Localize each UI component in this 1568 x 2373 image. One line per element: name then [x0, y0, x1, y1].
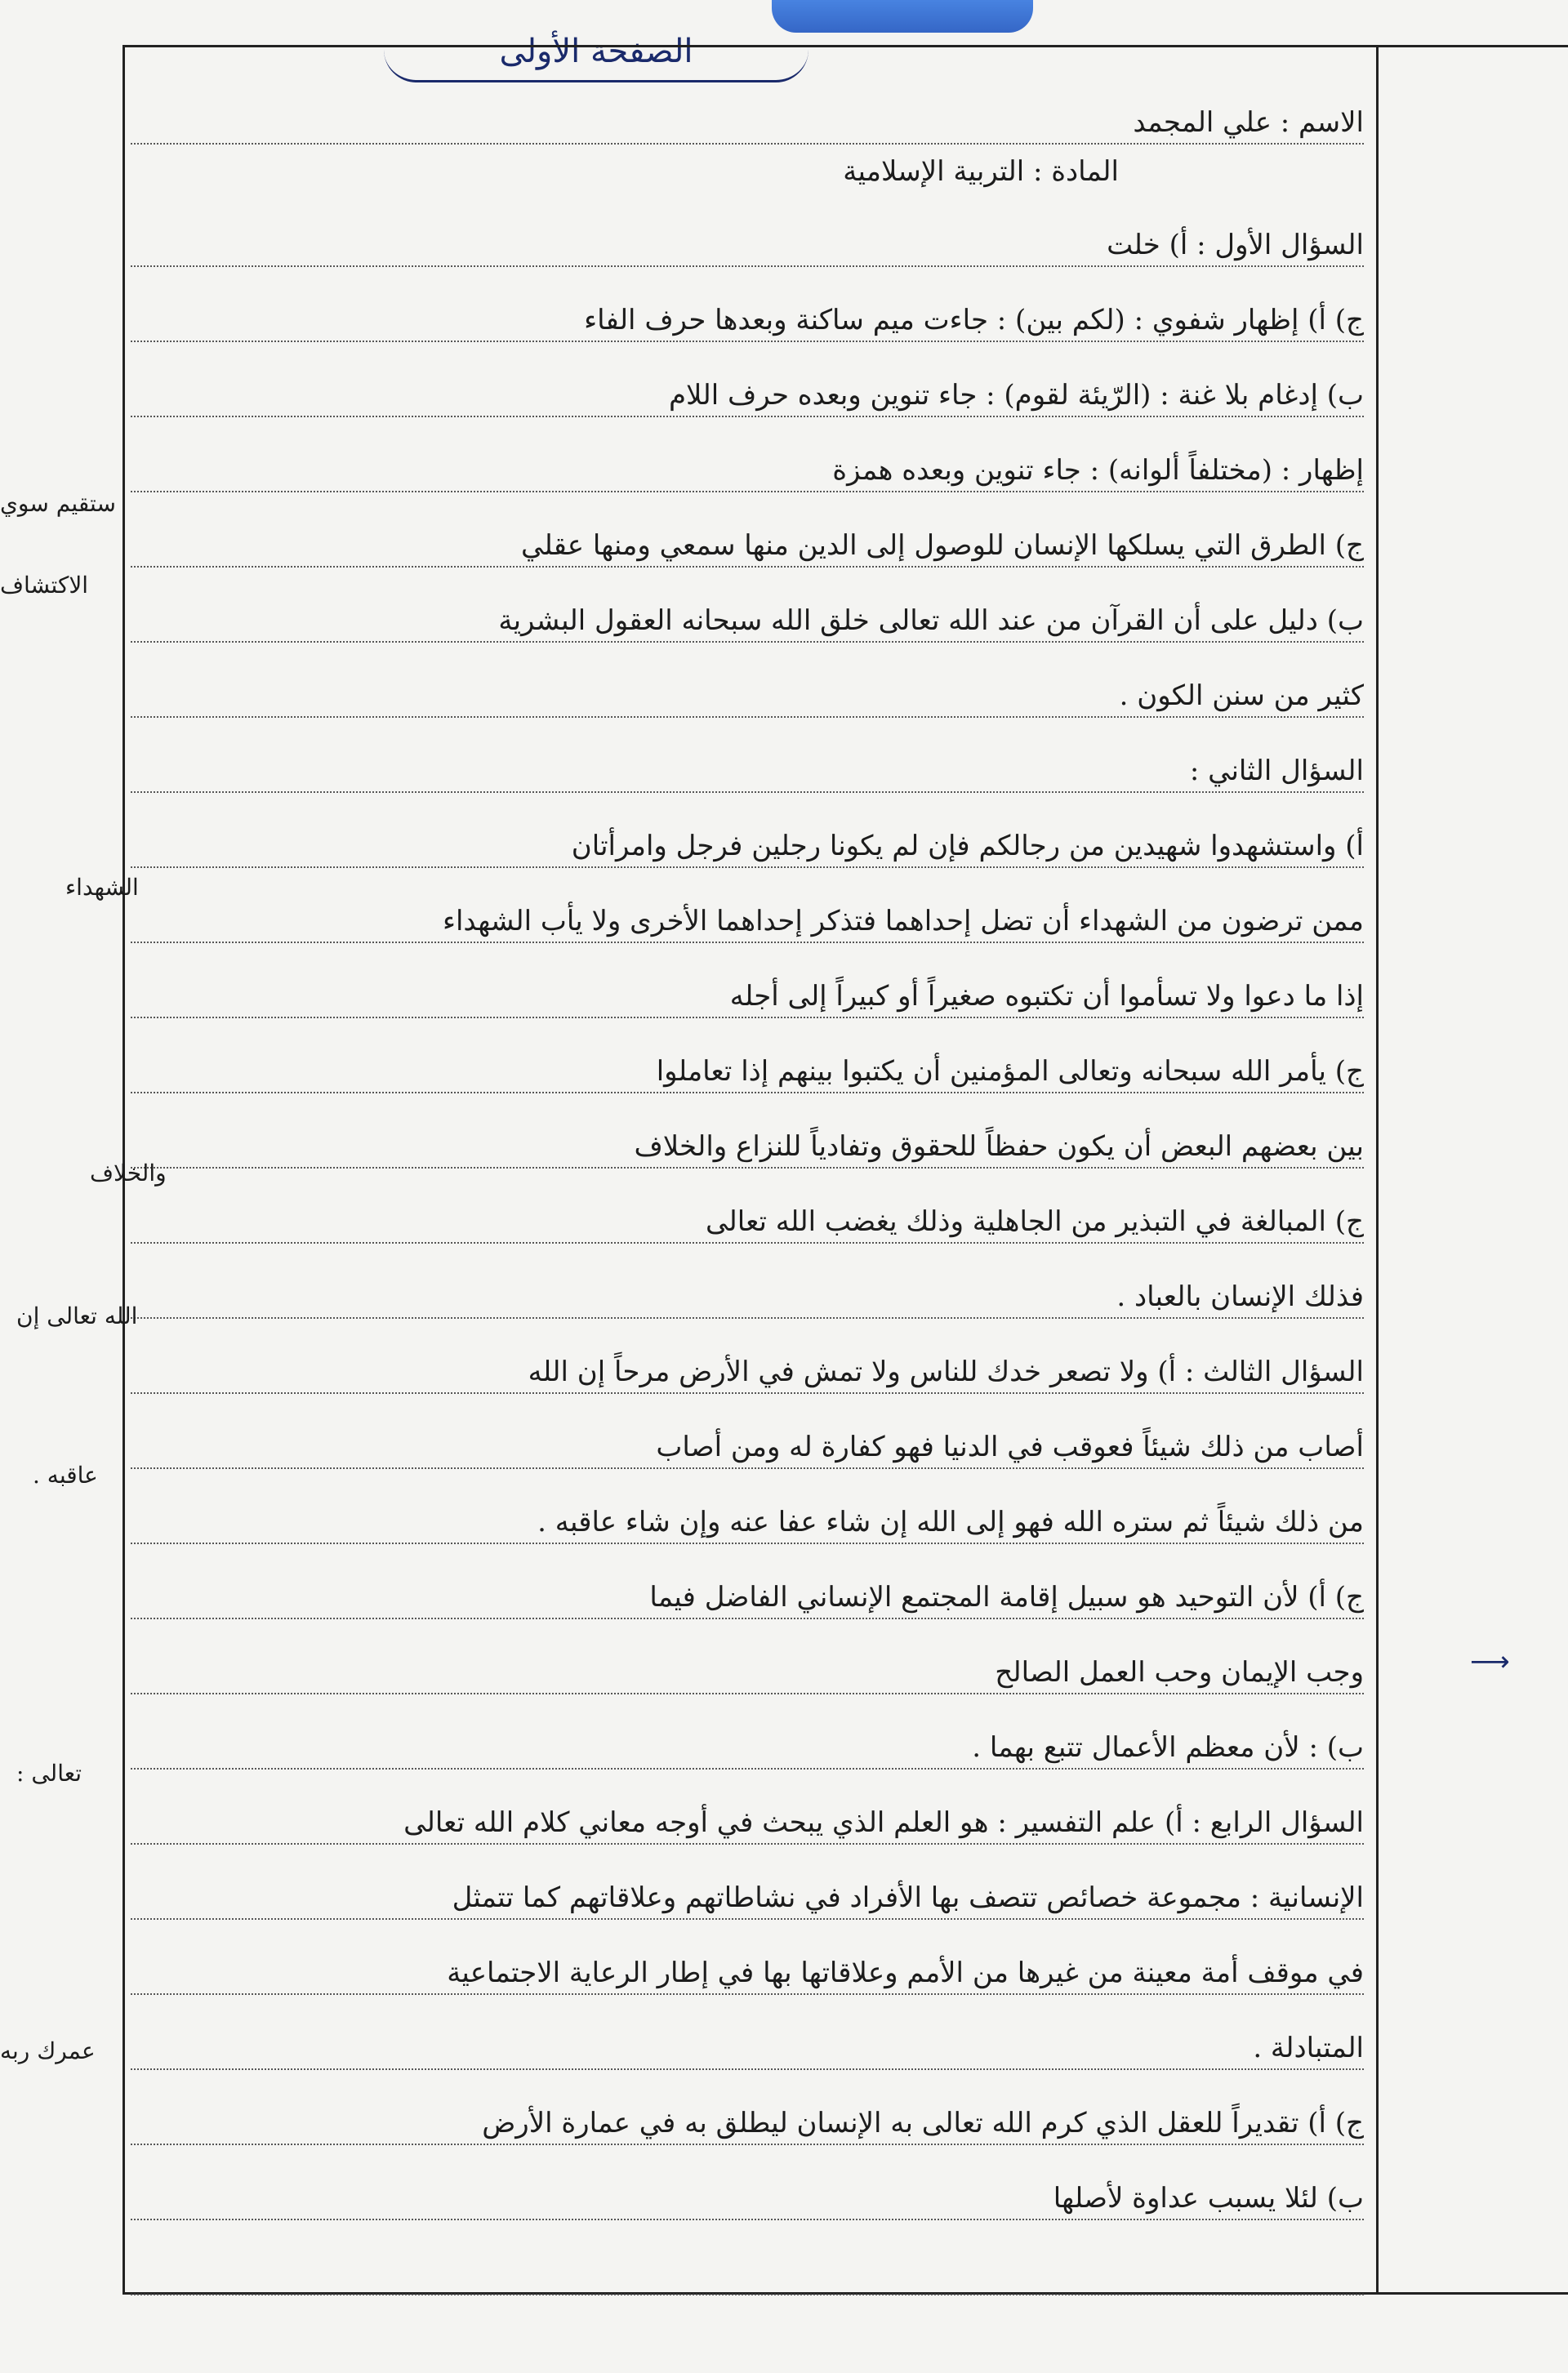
margin-note: الشهداء	[65, 874, 139, 901]
margin-note: عاقبه .	[33, 1462, 98, 1489]
answer-line: ج) أ) تقديراً للعقل الذي كرم الله تعالى به الإنسان ليطلق به في عمارة الأرض	[482, 2107, 1364, 2139]
answer-line: ممن ترضون من الشهداء أن تضل إحداهما فتذكر إحداهما الأخرى ولا يأب الشهداء	[442, 905, 1364, 937]
answer-line: فذلك الإنسان بالعباد .	[1116, 1280, 1364, 1313]
answer-line: ج) المبالغة في التبذير من الجاهلية وذلك يغضب الله تعالى	[706, 1205, 1364, 1238]
answer-line: المتبادلة .	[1253, 2032, 1364, 2064]
margin-note: تعالى :	[16, 1760, 82, 1787]
answer-line: ج) يأمر الله سبحانه وتعالى المؤمنين أن يكتبوا بينهم إذا تعاملوا	[656, 1055, 1364, 1088]
page-label: الصفحة الأولى	[384, 23, 808, 82]
answer-line: وجب الإيمان وحب العمل الصالح	[995, 1656, 1364, 1689]
answer-line: في موقف أمة معينة من غيرها من الأمم وعلاقاتها بها في إطار الرعاية الاجتماعية	[447, 1957, 1364, 1989]
answer-line: ب) : لأن معظم الأعمال تتبع بهما .	[972, 1731, 1364, 1764]
margin-note: ستقيم سوي	[0, 490, 116, 517]
answer-line: ج) أ) لأن التوحيد هو سبيل إقامة المجتمع الإنساني الفاضل فيما	[649, 1581, 1364, 1614]
subject: المادة : التربية الإسلامية	[843, 155, 1119, 188]
ruled-line	[131, 2294, 1364, 2295]
answer-line: السؤال الأول : أ) خلت	[1107, 229, 1364, 261]
margin-line	[1376, 45, 1379, 2295]
answer-line: ب) إدغام بلا غنة : (الرّيئة لقوم) : جاء تنوين وبعده حرف اللام	[669, 379, 1364, 412]
answer-line: ج) الطرق التي يسلكها الإنسان للوصول إلى الدين منها سمعي ومنها عقلي	[520, 529, 1364, 562]
answer-line: من ذلك شيئاً ثم ستره الله فهو إلى الله إن شاء عفا عنه وإن شاء عاقبه .	[537, 1506, 1364, 1538]
check-mark-icon: ⟶	[1470, 1645, 1510, 1678]
answer-line: السؤال الرابع : أ) علم التفسير : هو العلم الذي يبحث في أوجه معاني كلام الله تعالى	[403, 1806, 1364, 1839]
answer-line: السؤال الثالث : أ) ولا تصعر خدك للناس ولا تمش في الأرض مرحاً إن الله	[528, 1356, 1364, 1388]
answer-line: إظهار : (مختلفاً ألوانه) : جاء تنوين وبعده همزة	[832, 454, 1364, 487]
answer-line: ب) دليل على أن القرآن من عند الله تعالى خلق الله سبحانه العقول البشرية	[498, 604, 1364, 637]
answer-line: بين بعضهم البعض أن يكون حفظاً للحقوق وتفادياً للنزاع والخلاف	[634, 1130, 1364, 1163]
margin-note: الله تعالى إن	[16, 1302, 138, 1329]
answer-line: أ) واستشهدوا شهيدين من رجالكم فإن لم يكونا رجلين فرجل وامرأتان	[571, 830, 1364, 862]
margin-note: والخلاف	[90, 1160, 167, 1186]
blue-tape	[772, 0, 1033, 33]
answer-line: كثير من سنن الكون .	[1119, 679, 1364, 712]
margin-note: عمرك ربه	[0, 2037, 96, 2064]
answer-line: أصاب من ذلك شيئاً فعوقب في الدنيا فهو كفارة له ومن أصاب	[656, 1431, 1364, 1463]
answer-line: إذا ما دعوا ولا تسأموا أن تكتبوه صغيراً أو كبيراً إلى أجله	[729, 980, 1364, 1013]
ruled-line	[131, 143, 1364, 145]
answer-line: ج) أ) إظهار شفوي : (لكم بين) : جاءت ميم ساكنة وبعدها حرف الفاء	[584, 304, 1364, 336]
answer-line: السؤال الثاني :	[1189, 755, 1364, 787]
student-name: الاسم : علي المجمد	[1133, 106, 1364, 139]
margin-note: الاكتشاف	[0, 572, 89, 599]
answer-lines	[131, 98, 1364, 2262]
answer-line: الإنسانية : مجموعة خصائص تتصف بها الأفراد في نشاطاتهم وعلاقاتهم كما تتمثل	[452, 1881, 1364, 1914]
answer-line: ب) لئلا يسبب عداوة لأصلها	[1053, 2182, 1364, 2215]
